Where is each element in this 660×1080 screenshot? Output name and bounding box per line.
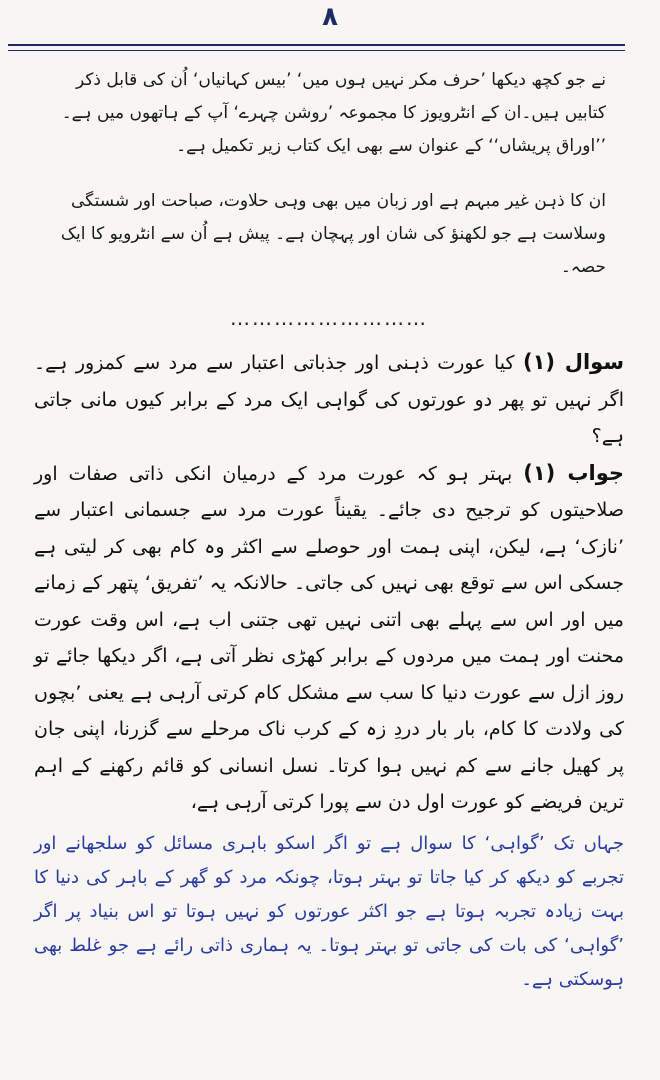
closing-paragraph: جہاں تک ’گواہی‘ کا سوال ہے تو اگر اسکو باہری مسائل کو سلجھانے اور تجربے کو دیکھ کر کیا جاتا تو بہتر ہوتا، چونکہ مرد کو گھر کے باہر کی دنیا کا بہت زیادہ تجربہ ہوتا ہے جو اکثر عورتوں کو نہیں ہوتا تو اس بنیاد پر اگر ’گواہی‘ کی بات کی جاتی تو بہتر ہوتا۔ یہ ہماری ذاتی رائے ہے جو غلط بھی ہوسکتی ہے۔ (34, 832, 624, 990)
header-rule-thick (8, 44, 625, 46)
intro-paragraph-1: نے جو کچھ دیکھا ’حرف مکر نہیں ہوں میں‘ ’بیس کہانیاں‘ اُن کی قابل ذکر کتابیں ہیں۔ان کے انٹرویوز کا مجموعہ ’روشن چہرے‘ آپ کے ہاتھوں میں ہے۔ ’’اوراق پریشاں‘‘ کے عنوان سے بھی ایک کتاب زیر تکمیل ہے۔ (61, 70, 606, 156)
section-divider: ……………………… (230, 306, 428, 330)
question-text: کیا عورت ذہنی اور جذباتی اعتبار سے مرد سے کمزور ہے۔ اگر نہیں تو پھر دو عورتوں کی گواہی ایک مرد کے برابر کیوں مانی جاتی ہے؟ (34, 352, 624, 447)
closing-section (34, 827, 624, 997)
question-paragraph (34, 344, 624, 455)
header-rule-thin (8, 50, 625, 51)
answer-text: بہتر ہو کہ عورت مرد کے درمیان انکی ذاتی صفات اور صلاحیتوں کو ترجیح دی جائے۔ یقیناً عورت مرد سے جسمانی اعتبار سے ’نازک‘ ہے، لیکن، اپنی ہمت اور حوصلے سے اکثر وہ کام بھی کر لیتی ہے جسکی اس سے توقع بھی نہیں کی جاتی۔ حالانکہ یہ ’تفریق‘ پتھر کے زمانے میں اور اس سے پہلے بھی اتنی نہیں تھی جتنی اب ہے، اس وقت عورت محنت اور ہمت میں مردوں کے برابر کھڑی نظر آتی ہے، اگر دیکھا جائے تو روز ازل سے عورت دنیا کا سب سے مشکل کام کرتی آرہی ہے یعنی ’بچوں کی ولادت کا کام، بار بار دردِ زہ کے کرب ناک مرحلے سے گزرنا، اپنی جان پر کھیل جانے سے کم نہیں ہوا کرتا۔ نسل انسانی کو قائم رکھنے کے اہم ترین فریضے کو عورت اول دن سے پورا کرتی آرہی ہے، (34, 462, 624, 813)
question-label: سوال (۱) (522, 350, 624, 374)
intro-paragraph-2: ان کا ذہن غیر مبہم ہے اور زبان میں بھی وہی حلاوت، صباحت اور شستگی وسلاست ہے جو لکھنؤ کی شان اور پہچان ہے۔ پیش ہے اُن سے انٹرویو کا ایک حصہ۔ (60, 191, 606, 277)
interview-qa (34, 344, 624, 821)
intro-section (34, 64, 624, 284)
answer-paragraph (34, 455, 624, 821)
answer-label: جواب (۱) (523, 460, 625, 485)
page-body (34, 64, 624, 997)
page-number: ۸ (322, 2, 338, 32)
